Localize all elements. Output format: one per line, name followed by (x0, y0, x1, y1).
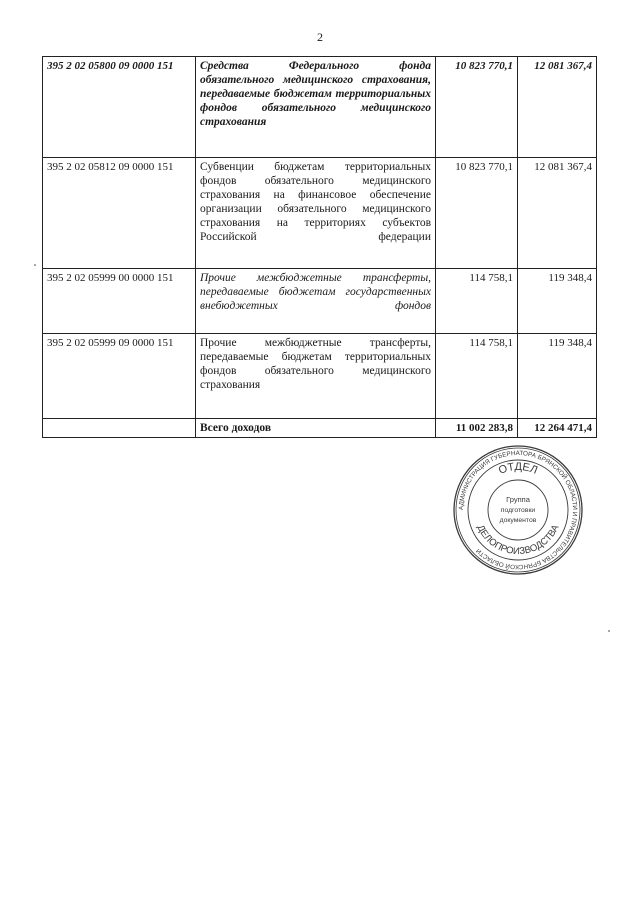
table-row (43, 334, 597, 419)
stamp-center-line-2: подготовки (500, 507, 536, 514)
page-number: 2 (317, 30, 323, 44)
revenue-table (42, 56, 597, 438)
amount-year-1: 114 758,1 (436, 269, 518, 334)
amount-year-2: 119 348,4 (518, 334, 597, 419)
stamp-outer-text: АДМИНИСТРАЦИЯ ГУБЕРНАТОРА БРЯНСКОЙ ОБЛАСТИ И ПРАВИТЕЛЬСТВА БРЯНСКОЙ ОБЛАСТИ (457, 449, 579, 571)
total-label: Всего доходов (196, 419, 436, 438)
amount-year-2: 12 081 367,4 (518, 158, 597, 269)
amount-year-1: 10 823 770,1 (436, 57, 518, 158)
amount-year-1: 10 823 770,1 (436, 158, 518, 269)
table-row (43, 269, 597, 334)
scan-speck (608, 630, 610, 632)
total-year-2: 12 264 471,4 (518, 419, 597, 438)
table-row (43, 158, 597, 269)
office-stamp (452, 444, 584, 576)
revenue-name: Субвенции бюджетам территориальных фондов обязательного медицинского страхования на финансовое обеспечение организации обязательного медицинского страхования на территориях субъектов Российской федерации (196, 158, 436, 269)
total-row (43, 419, 597, 438)
revenue-name: Прочие межбюджетные трансферты, передаваемые бюджетам государственных внебюджетных фондов (196, 269, 436, 334)
budget-code: 395 2 02 05800 09 0000 151 (43, 57, 196, 158)
amount-year-1: 114 758,1 (436, 334, 518, 419)
budget-code: 395 2 02 05999 09 0000 151 (43, 334, 196, 419)
scan-speck (34, 264, 36, 266)
budget-code: 395 2 02 05999 00 0000 151 (43, 269, 196, 334)
revenue-name: Прочие межбюджетные трансферты, передаваемые бюджетам территориальных фондов обязательного медицинского страхования (196, 334, 436, 419)
empty-cell (43, 419, 196, 438)
budget-code: 395 2 02 05812 09 0000 151 (43, 158, 196, 269)
revenue-name: Средства Федерального фонда обязательного медицинского страхования, передаваемые бюджетам территориальных фондов обязательного медицинского страхования (196, 57, 436, 158)
table-row (43, 57, 597, 158)
amount-year-2: 12 081 367,4 (518, 57, 597, 158)
stamp-top-word: ОТДЕЛ (496, 460, 540, 477)
total-year-1: 11 002 283,8 (436, 419, 518, 438)
stamp-center-line-1: Группа (506, 495, 530, 504)
stamp-center-line-3: документов (499, 517, 537, 524)
amount-year-2: 119 348,4 (518, 269, 597, 334)
stamp-bottom-word: ДЕЛОПРОИЗВОДСТВА (474, 523, 562, 558)
